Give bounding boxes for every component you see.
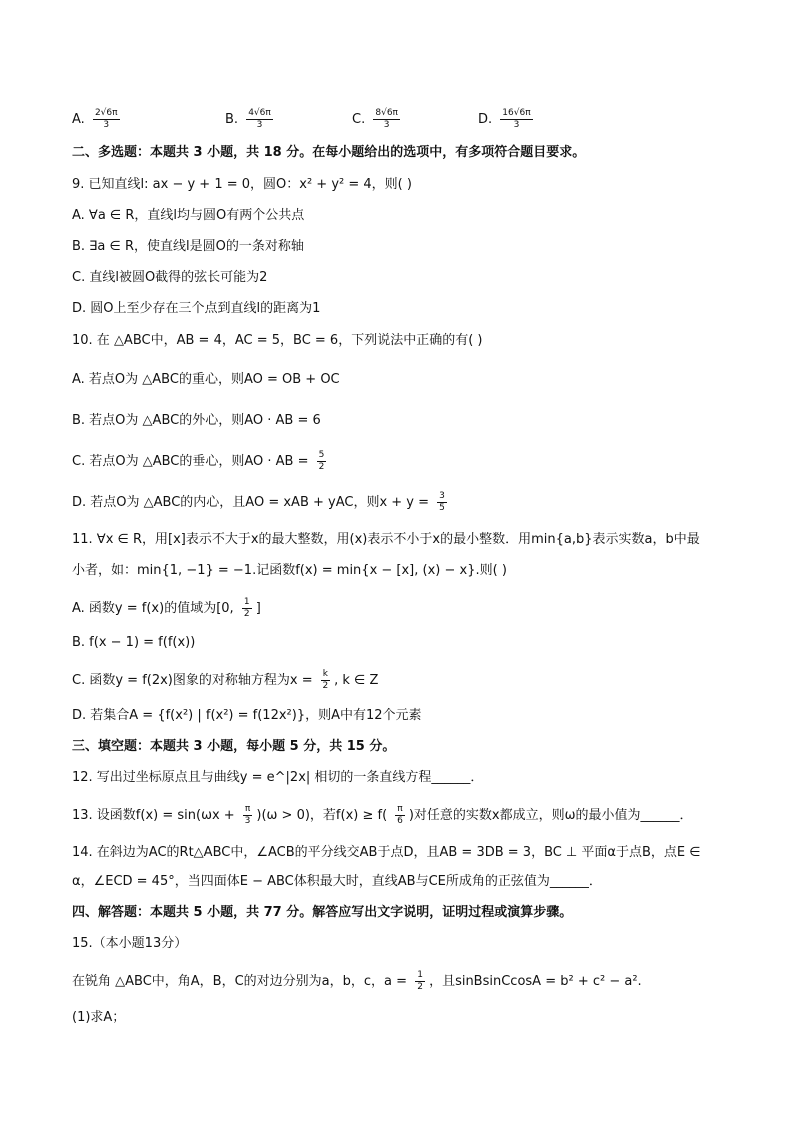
denominator: 3: [256, 120, 263, 130]
option-text: A. 函数y = f(x)的值域为[0,: [72, 601, 234, 616]
question-11-option-b: B. f(x − 1) = f(f(x)): [72, 635, 196, 650]
question-text: ，且sinBsinCcosA = b² + c² − a².: [429, 974, 642, 989]
question-10-option-b: B. 若点O为 △ABC的外心，则AO · AB = 6: [72, 413, 321, 428]
section-heading: 二、多选题：本题共 3 小题，共 18 分。在每小题给出的选项中，有多项符合题目要求。: [72, 145, 586, 160]
fraction: [317, 450, 327, 473]
option-c: [352, 108, 400, 131]
denominator: 3: [244, 816, 251, 826]
option-text: D. 若点O为 △ABC的内心，且AO = xAB + yAC，则x + y =: [72, 495, 430, 510]
question-15-stem: [72, 970, 642, 993]
fraction: [415, 970, 425, 993]
question-14-line2: α，∠ECD = 45°，当四面体E − ABC体积最大时，直线AB与CE所成角的正弦值为______．: [72, 874, 602, 889]
denominator: 3: [103, 120, 110, 130]
question-12: 12. 写出过坐标原点且与曲线y = e^|2x| 相切的一条直线方程______．: [72, 770, 484, 785]
question-15-header: 15.（本小题13分）: [72, 936, 188, 951]
question-11-stem-line2: 小者，如：min{1, −1} = −1.记函数f(x) = min{x − [x], (x) − x}.则( ): [72, 563, 507, 578]
numerator: π: [244, 804, 251, 814]
denominator: 2: [417, 982, 423, 992]
fraction: [242, 597, 252, 620]
fraction: [395, 804, 404, 827]
question-9-option-b: B. ∃a ∈ R，使直线l是圆O的一条对称轴: [72, 239, 304, 254]
section-heading: 三、填空题：本题共 3 小题，每小题 5 分，共 15 分。: [72, 739, 396, 754]
option-letter: D.: [478, 112, 493, 127]
question-10-option-a: A. 若点O为 △ABC的重心，则AO = OB + OC: [72, 372, 340, 387]
question-11-option-d: D. 若集合A = {f(x²) | f(x²) = f(12x²)}，则A中有12个元素: [72, 708, 422, 723]
question-11-option-c: [72, 669, 378, 692]
option-letter: B.: [225, 112, 239, 127]
question-10-option-d: [72, 491, 447, 514]
numerator: 1: [243, 597, 250, 607]
section-heading: 四、解答题：本题共 5 小题，共 77 分。解答应写出文字说明，证明过程或演算步骤。: [72, 905, 573, 920]
numerator: 5: [318, 450, 325, 460]
numerator: 3: [439, 491, 445, 501]
option-letter: C.: [352, 112, 366, 127]
option-text-end: , k ∈ Z: [334, 673, 379, 688]
numerator: π: [397, 804, 403, 814]
bracket-close: ]: [255, 601, 261, 616]
question-14-line1: 14. 在斜边为AC的Rt△ABC中，∠ACB的平分线交AB于点D，且AB = 3DB = 3，BC ⊥ 平面α于点B，点E ∈: [72, 845, 701, 860]
denominator: 3: [513, 120, 520, 130]
option-text: C. 函数y = f(2x)图象的对称轴方程为x =: [72, 673, 313, 688]
option-b: [225, 108, 273, 131]
denominator: 2: [322, 681, 329, 691]
fraction: [373, 108, 400, 131]
question-9-option-c: C. 直线l被圆O截得的弦长可能为2: [72, 270, 268, 285]
question-9-option-d: D. 圆O上至少存在三个点到直线l的距离为1: [72, 301, 321, 316]
denominator: 3: [383, 120, 390, 130]
question-11-option-a: [72, 597, 261, 620]
fraction: [93, 108, 120, 131]
numerator: 1: [417, 970, 423, 980]
numerator: 2√6π: [94, 108, 118, 118]
question-9-option-a: A. ∀a ∈ R，直线l均与圆O有两个公共点: [72, 208, 305, 223]
denominator: 2: [243, 609, 250, 619]
question-11-stem-line1: 11. ∀x ∈ R，用[x]表示不大于x的最大整数，用(x)表示不小于x的最小整数．用min{a,b}表示实数a，b中最: [72, 532, 700, 547]
denominator: 5: [439, 503, 445, 513]
denominator: 6: [397, 816, 403, 826]
numerator: 8√6π: [375, 108, 398, 118]
question-text: )对任意的实数x都成立，则ω的最小值为______．: [408, 808, 693, 823]
question-13: [72, 804, 693, 827]
option-letter: A.: [72, 112, 85, 127]
option-text: C. 若点O为 △ABC的垂心，则AO · AB =: [72, 454, 309, 469]
option-a: [72, 108, 120, 131]
question-text: 13. 设函数f(x) = sin(ωx +: [72, 808, 235, 823]
question-text: 在锐角 △ABC中，角A，B，C的对边分别为a，b，c，a =: [72, 974, 408, 989]
option-d: [478, 108, 533, 131]
fraction: [500, 108, 532, 131]
fraction: [246, 108, 273, 131]
denominator: 2: [318, 462, 325, 472]
question-text: )(ω > 0)，若f(x) ≥ f(: [256, 808, 388, 823]
fraction: [243, 804, 252, 827]
fraction: [437, 491, 447, 514]
question-10-option-c: [72, 450, 326, 473]
numerator: k: [322, 669, 328, 679]
fraction: [321, 669, 330, 692]
question-9-stem: 9. 已知直线l: ax − y + 1 = 0，圆O：x² + y² = 4，则( ): [72, 177, 412, 192]
question-10-stem: 10. 在 △ABC中，AB = 4，AC = 5，BC = 6，下列说法中正确的有( ): [72, 333, 483, 348]
numerator: 16√6π: [502, 108, 531, 118]
numerator: 4√6π: [248, 108, 271, 118]
question-15-part-1: (1)求A；: [72, 1010, 126, 1025]
